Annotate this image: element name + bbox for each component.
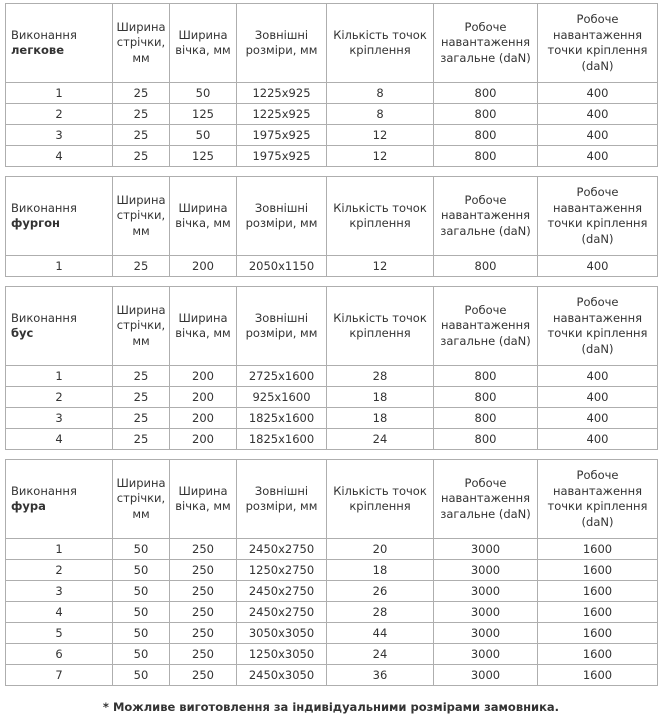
table-cell: 25 — [113, 408, 170, 429]
table-cell: 400 — [538, 125, 658, 146]
column-header: Кількість точок кріплення — [327, 460, 434, 539]
table-cell: 1225x925 — [237, 83, 327, 104]
spec-table-2 — [5, 176, 658, 277]
table-cell: 3000 — [434, 665, 538, 686]
table-cell: 1600 — [538, 602, 658, 623]
table-cell: 250 — [170, 623, 237, 644]
column-header: Ширина стрічки, мм — [113, 177, 170, 256]
table-cell: 2450x2750 — [237, 539, 327, 560]
table-cell: 7 — [6, 665, 113, 686]
table-cell: 800 — [434, 387, 538, 408]
table-cell: 2450x2750 — [237, 581, 327, 602]
table-cell: 800 — [434, 429, 538, 450]
column-header: Робоче навантаження точки кріплення (daN) — [538, 177, 658, 256]
table-cell: 1825x1600 — [237, 408, 327, 429]
variant-header-cell — [6, 287, 113, 366]
table-cell: 1600 — [538, 560, 658, 581]
column-header: Кількість точок кріплення — [327, 287, 434, 366]
table-cell: 4 — [6, 602, 113, 623]
table-row — [6, 104, 658, 125]
table-cell: 25 — [113, 104, 170, 125]
table-cell: 25 — [113, 125, 170, 146]
table-cell: 2450x2750 — [237, 602, 327, 623]
table-cell: 50 — [113, 560, 170, 581]
table-cell: 25 — [113, 256, 170, 277]
table-cell: 1600 — [538, 539, 658, 560]
column-header: Зовнішні розміри, мм — [237, 4, 327, 83]
table-cell: 250 — [170, 665, 237, 686]
table-cell: 1600 — [538, 644, 658, 665]
footnote: * Можливе виготовлення за індивідуальними розмірами замовника. — [102, 700, 560, 715]
table-cell: 4 — [6, 146, 113, 167]
table-cell: 1 — [6, 539, 113, 560]
table-row — [6, 623, 658, 644]
table-cell: 28 — [327, 366, 434, 387]
variant-header-cell — [6, 460, 113, 539]
table-cell: 50 — [113, 623, 170, 644]
variant-name: фургон — [11, 216, 60, 231]
table-cell: 1975x925 — [237, 125, 327, 146]
table-cell: 250 — [170, 602, 237, 623]
table-cell: 2450x3050 — [237, 665, 327, 686]
column-header: Зовнішні розміри, мм — [237, 177, 327, 256]
header-row — [6, 287, 658, 366]
table-cell: 800 — [434, 83, 538, 104]
table-cell: 800 — [434, 256, 538, 277]
table-cell: 2725x1600 — [237, 366, 327, 387]
table-cell: 25 — [113, 146, 170, 167]
column-header: Кількість точок кріплення — [327, 4, 434, 83]
variant-header-cell — [6, 177, 113, 256]
table-cell: 50 — [113, 665, 170, 686]
table-cell: 1250x3050 — [237, 644, 327, 665]
column-header: Ширина стрічки, мм — [113, 287, 170, 366]
table-cell: 25 — [113, 429, 170, 450]
table-row — [6, 644, 658, 665]
table-cell: 2 — [6, 560, 113, 581]
table-cell: 250 — [170, 560, 237, 581]
variant-name: фура — [11, 499, 46, 514]
table-cell: 1 — [6, 83, 113, 104]
table-row — [6, 429, 658, 450]
table-cell: 1825x1600 — [237, 429, 327, 450]
table-cell: 1225x925 — [237, 104, 327, 125]
column-header: Зовнішні розміри, мм — [237, 287, 327, 366]
table-cell: 400 — [538, 387, 658, 408]
table-cell: 1 — [6, 366, 113, 387]
column-header: Ширина стрічки, мм — [113, 460, 170, 539]
table-cell: 3000 — [434, 539, 538, 560]
table-row — [6, 125, 658, 146]
variant-name: легкове — [11, 43, 65, 58]
column-header: Ширина вічка, мм — [170, 177, 237, 256]
table-cell: 25 — [113, 83, 170, 104]
spec-table-4 — [5, 459, 658, 686]
column-header: Робоче навантаження загальне (daN) — [434, 460, 538, 539]
variant-label: Виконання — [11, 310, 77, 325]
column-header: Ширина вічка, мм — [170, 4, 237, 83]
table-cell: 24 — [327, 429, 434, 450]
variant-label: Виконання — [11, 200, 77, 215]
table-row — [6, 83, 658, 104]
table-cell: 28 — [327, 602, 434, 623]
table-cell: 925x1600 — [237, 387, 327, 408]
table-cell: 44 — [327, 623, 434, 644]
table-cell: 400 — [538, 104, 658, 125]
table-cell: 250 — [170, 539, 237, 560]
table-cell: 3000 — [434, 602, 538, 623]
table-cell: 400 — [538, 429, 658, 450]
table-cell: 2050x1150 — [237, 256, 327, 277]
table-cell: 36 — [327, 665, 434, 686]
table-cell: 2 — [6, 387, 113, 408]
table-cell: 50 — [113, 644, 170, 665]
table-cell: 1975x925 — [237, 146, 327, 167]
header-row — [6, 460, 658, 539]
table-cell: 12 — [327, 146, 434, 167]
table-cell: 200 — [170, 366, 237, 387]
table-cell: 1250x2750 — [237, 560, 327, 581]
table-cell: 3000 — [434, 581, 538, 602]
table-row — [6, 560, 658, 581]
table-cell: 400 — [538, 146, 658, 167]
table-cell: 20 — [327, 539, 434, 560]
tables-container — [4, 3, 658, 686]
table-cell: 1 — [6, 256, 113, 277]
table-cell: 3 — [6, 408, 113, 429]
table-cell: 26 — [327, 581, 434, 602]
column-header: Зовнішні розміри, мм — [237, 460, 327, 539]
table-cell: 800 — [434, 408, 538, 429]
table-cell: 18 — [327, 560, 434, 581]
table-cell: 200 — [170, 387, 237, 408]
table-cell: 50 — [113, 539, 170, 560]
column-header: Кількість точок кріплення — [327, 177, 434, 256]
spec-table-1 — [5, 3, 658, 167]
table-cell: 50 — [170, 125, 237, 146]
table-row — [6, 408, 658, 429]
table-cell: 3 — [6, 581, 113, 602]
table-cell: 4 — [6, 429, 113, 450]
column-header: Робоче навантаження загальне (daN) — [434, 177, 538, 256]
table-cell: 3000 — [434, 560, 538, 581]
table-cell: 400 — [538, 366, 658, 387]
table-cell: 8 — [327, 83, 434, 104]
table-cell: 200 — [170, 429, 237, 450]
table-row — [6, 146, 658, 167]
table-cell: 25 — [113, 366, 170, 387]
table-cell: 12 — [327, 256, 434, 277]
table-cell: 200 — [170, 256, 237, 277]
variant-label: Виконання — [11, 27, 77, 42]
variant-name: бус — [11, 326, 34, 341]
table-row — [6, 366, 658, 387]
table-cell: 18 — [327, 408, 434, 429]
column-header: Робоче навантаження точки кріплення (daN) — [538, 460, 658, 539]
column-header: Робоче навантаження загальне (daN) — [434, 4, 538, 83]
table-cell: 3050x3050 — [237, 623, 327, 644]
column-header: Робоче навантаження точки кріплення (daN) — [538, 287, 658, 366]
table-cell: 25 — [113, 387, 170, 408]
table-cell: 1600 — [538, 581, 658, 602]
column-header: Робоче навантаження загальне (daN) — [434, 287, 538, 366]
table-cell: 50 — [170, 83, 237, 104]
table-cell: 400 — [538, 408, 658, 429]
variant-label: Виконання — [11, 483, 77, 498]
table-cell: 24 — [327, 644, 434, 665]
table-cell: 250 — [170, 644, 237, 665]
table-cell: 3000 — [434, 644, 538, 665]
header-row — [6, 177, 658, 256]
table-cell: 12 — [327, 125, 434, 146]
table-cell: 18 — [327, 387, 434, 408]
table-cell: 800 — [434, 366, 538, 387]
table-row — [6, 539, 658, 560]
table-cell: 3000 — [434, 623, 538, 644]
table-cell: 1600 — [538, 665, 658, 686]
column-header: Ширина стрічки, мм — [113, 4, 170, 83]
table-cell: 5 — [6, 623, 113, 644]
table-cell: 800 — [434, 125, 538, 146]
table-row — [6, 581, 658, 602]
table-cell: 200 — [170, 408, 237, 429]
table-cell: 8 — [327, 104, 434, 125]
table-cell: 3 — [6, 125, 113, 146]
table-cell: 400 — [538, 83, 658, 104]
spec-table-3 — [5, 286, 658, 450]
table-row — [6, 256, 658, 277]
table-cell: 2 — [6, 104, 113, 125]
table-cell: 125 — [170, 146, 237, 167]
table-cell: 800 — [434, 104, 538, 125]
column-header: Ширина вічка, мм — [170, 460, 237, 539]
variant-header-cell — [6, 4, 113, 83]
table-cell: 400 — [538, 256, 658, 277]
column-header: Ширина вічка, мм — [170, 287, 237, 366]
table-cell: 50 — [113, 602, 170, 623]
table-row — [6, 602, 658, 623]
table-cell: 6 — [6, 644, 113, 665]
table-row — [6, 387, 658, 408]
header-row — [6, 4, 658, 83]
column-header: Робоче навантаження точки кріплення (daN) — [538, 4, 658, 83]
table-cell: 50 — [113, 581, 170, 602]
table-cell: 125 — [170, 104, 237, 125]
table-cell: 1600 — [538, 623, 658, 644]
table-cell: 250 — [170, 581, 237, 602]
table-row — [6, 665, 658, 686]
table-cell: 800 — [434, 146, 538, 167]
